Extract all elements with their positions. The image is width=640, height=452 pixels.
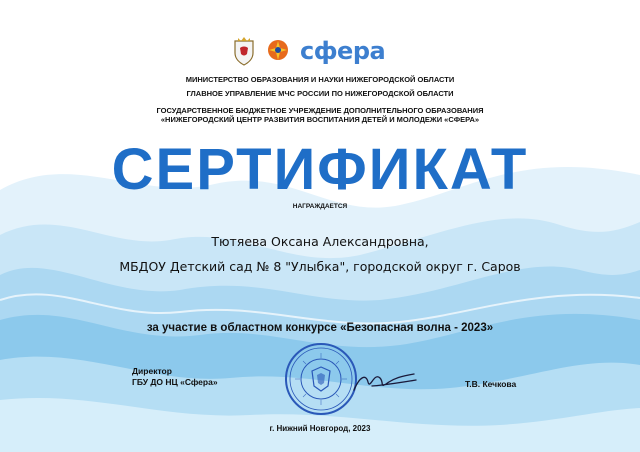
issuer-line-3: ГОСУДАРСТВЕННОЕ БЮДЖЕТНОЕ УЧРЕЖДЕНИЕ ДОПОЛНИТЕЛЬНОГО ОБРАЗОВАНИЯ	[156, 106, 484, 115]
signatory-position-line-1: Директор	[132, 366, 172, 376]
sfera-logo	[300, 34, 385, 68]
brand-name: сфера	[300, 37, 386, 65]
signatory-position-line-2: ГБУ ДО НЦ «Сфера»	[132, 377, 218, 387]
issuer-line-1: МИНИСТЕРСТВО ОБРАЗОВАНИЯ И НАУКИ НИЖЕГОРОДСКОЙ ОБЛАСТИ	[185, 75, 455, 84]
recipient-name: Тютяева Оксана Александровна,	[211, 234, 429, 249]
handwritten-signature	[350, 366, 420, 396]
recipient-organization: МБДОУ Детский сад № 8 "Улыбка", городской округ г. Саров	[119, 259, 521, 274]
awarded-label: НАГРАЖДАЕТСЯ	[292, 203, 348, 210]
award-reason: за участие в областном конкурсе «Безопасная волна - 2023»	[146, 322, 494, 334]
official-stamp-icon	[283, 341, 359, 417]
signatory-name: Т.В. Кечкова	[465, 379, 517, 389]
signatory-position	[132, 366, 218, 388]
place-and-date: г. Нижний Новгород, 2023	[269, 424, 371, 433]
logos-row	[232, 34, 385, 68]
certificate-title: СЕРТИФИКАТ	[111, 137, 529, 202]
mchs-emblem-icon	[266, 36, 290, 66]
issuer-line-4: «НИЖЕГОРОДСКИЙ ЦЕНТР РАЗВИТИЯ ВОСПИТАНИЯ ДЕТЕЙ И МОЛОДЕЖИ «СФЕРА»	[160, 115, 480, 124]
coat-of-arms-icon	[232, 36, 256, 66]
issuer-line-2: ГЛАВНОЕ УПРАВЛЕНИЕ МЧС РОССИИ ПО НИЖЕГОРОДСКОЙ ОБЛАСТИ	[186, 89, 454, 98]
